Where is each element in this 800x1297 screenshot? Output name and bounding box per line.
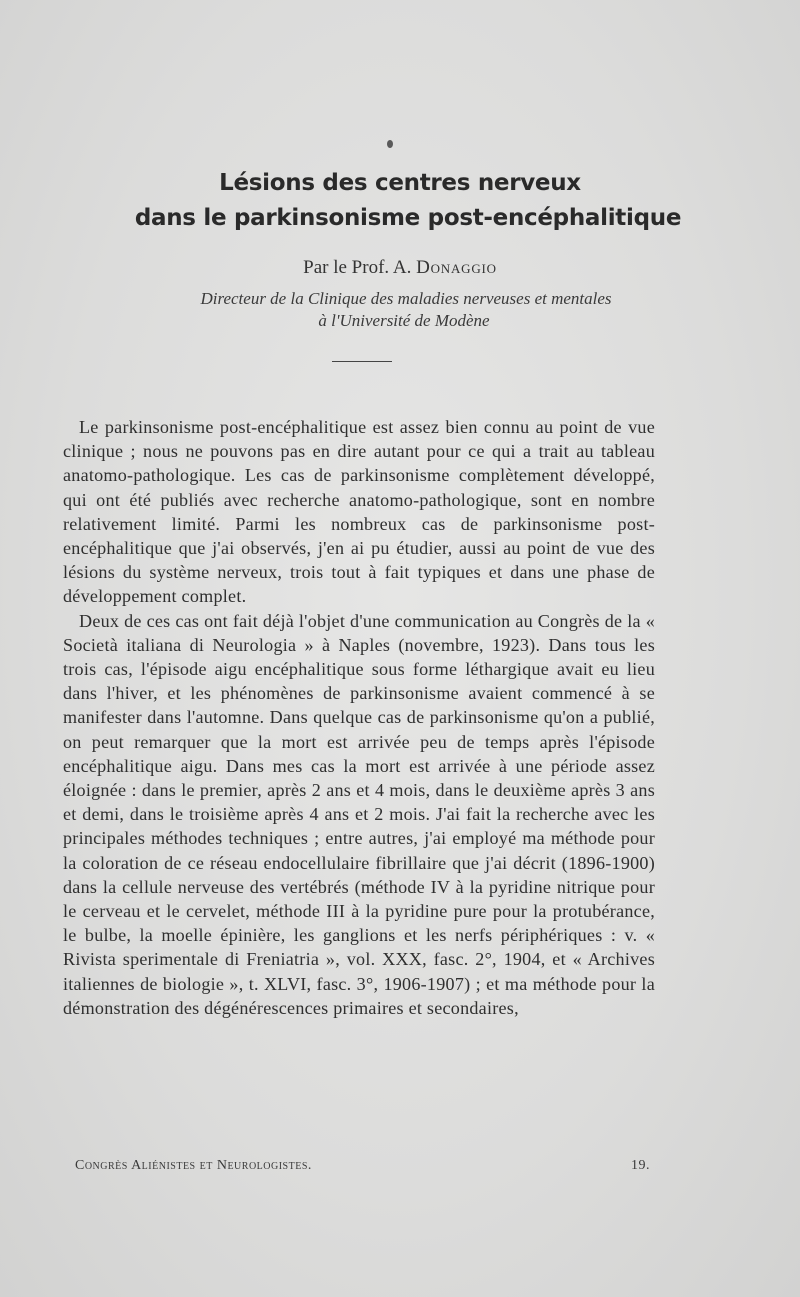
affiliation-line-1: Directeur de la Clinique des maladies nerveuses et mentales [200, 289, 612, 308]
paragraph: Deux de ces cas ont fait déjà l'objet d'une communication au Congrès de la « Società italiana di Neurologia » à Naples (novembre, 1923). Dans tous les trois cas, l'épisode aigu encéphalitique sous forme léthargique avait eu lieu dans l'hiver, et les phénomènes de parkinsonisme avaient commencé à se manifester dans l'automne. Dans quelque cas de parkinsonisme qu'on a publié, on peut remarquer que la mort est arrivée peu de temps après l'épisode encéphalitique aigu. Dans mes cas la mort est arrivée à une période assez éloignée : dans le premier, après 2 ans et 4 mois, dans le deuxième après 3 ans et demi, dans le troisième après 4 ans et 2 mois. J'ai fait la recherche avec les principales méthodes techniques ; entre autres, j'ai employé ma méthode pour la coloration de ce réseau endocellulaire fibrillaire que j'ai décrit (1896-1900) dans la cellule nerveuse des vertébrés (méthode IV à la pyridine nitrique pour le cerveau et le cervelet, méthode III à la pyridine pure pour la protubérance, le bulbe, la moelle épinière, les ganglions et les nerfs périphériques : v. « Rivista sperimentale di Freniatria », vol. XXX, fasc. 2°, 1904, et « Archives italiennes de biologie », t. XLVI, fasc. 3°, 1906-1907) ; et ma méthode pour la démonstration des dégénérescences primaires et secondaires, [63, 610, 655, 1018]
paragraph: Le parkinsonisme post-encéphalitique est assez bien connu au point de vue clinique ; nous ne pouvons pas en dire autant pour ce qui a trait au tableau anatomo-pathologique. Les cas de parkinsonisme complètement développé, qui ont été publiés avec recherche anatomo-pathologique, sont en nombre relativement limité. Parmi les nombreux cas de parkinsonisme post-encéphalitique que j'ai observés, j'en ai pu étudier, aussi au point de vue des lésions du système nerveux, trois tout à fait typiques et dans une phase de développement complet. [63, 417, 655, 607]
author-name: Donaggio [416, 257, 497, 278]
article-body [63, 415, 655, 1020]
title-line-2: dans le parkinsonisme post-encéphalitique [134, 205, 682, 231]
signature-mark: 19. [631, 1158, 650, 1173]
running-title: Congrès Aliénistes et Neurologistes. [75, 1158, 312, 1173]
title-line-1: Lésions des centres nerveux [219, 170, 581, 196]
affiliation-line-2: à l'Université de Modène [318, 311, 490, 330]
byline-prefix: Par le Prof. A. [303, 257, 412, 278]
ink-speck [387, 140, 393, 148]
page-footer [75, 1158, 650, 1174]
byline [0, 257, 800, 279]
title-divider [332, 361, 392, 362]
